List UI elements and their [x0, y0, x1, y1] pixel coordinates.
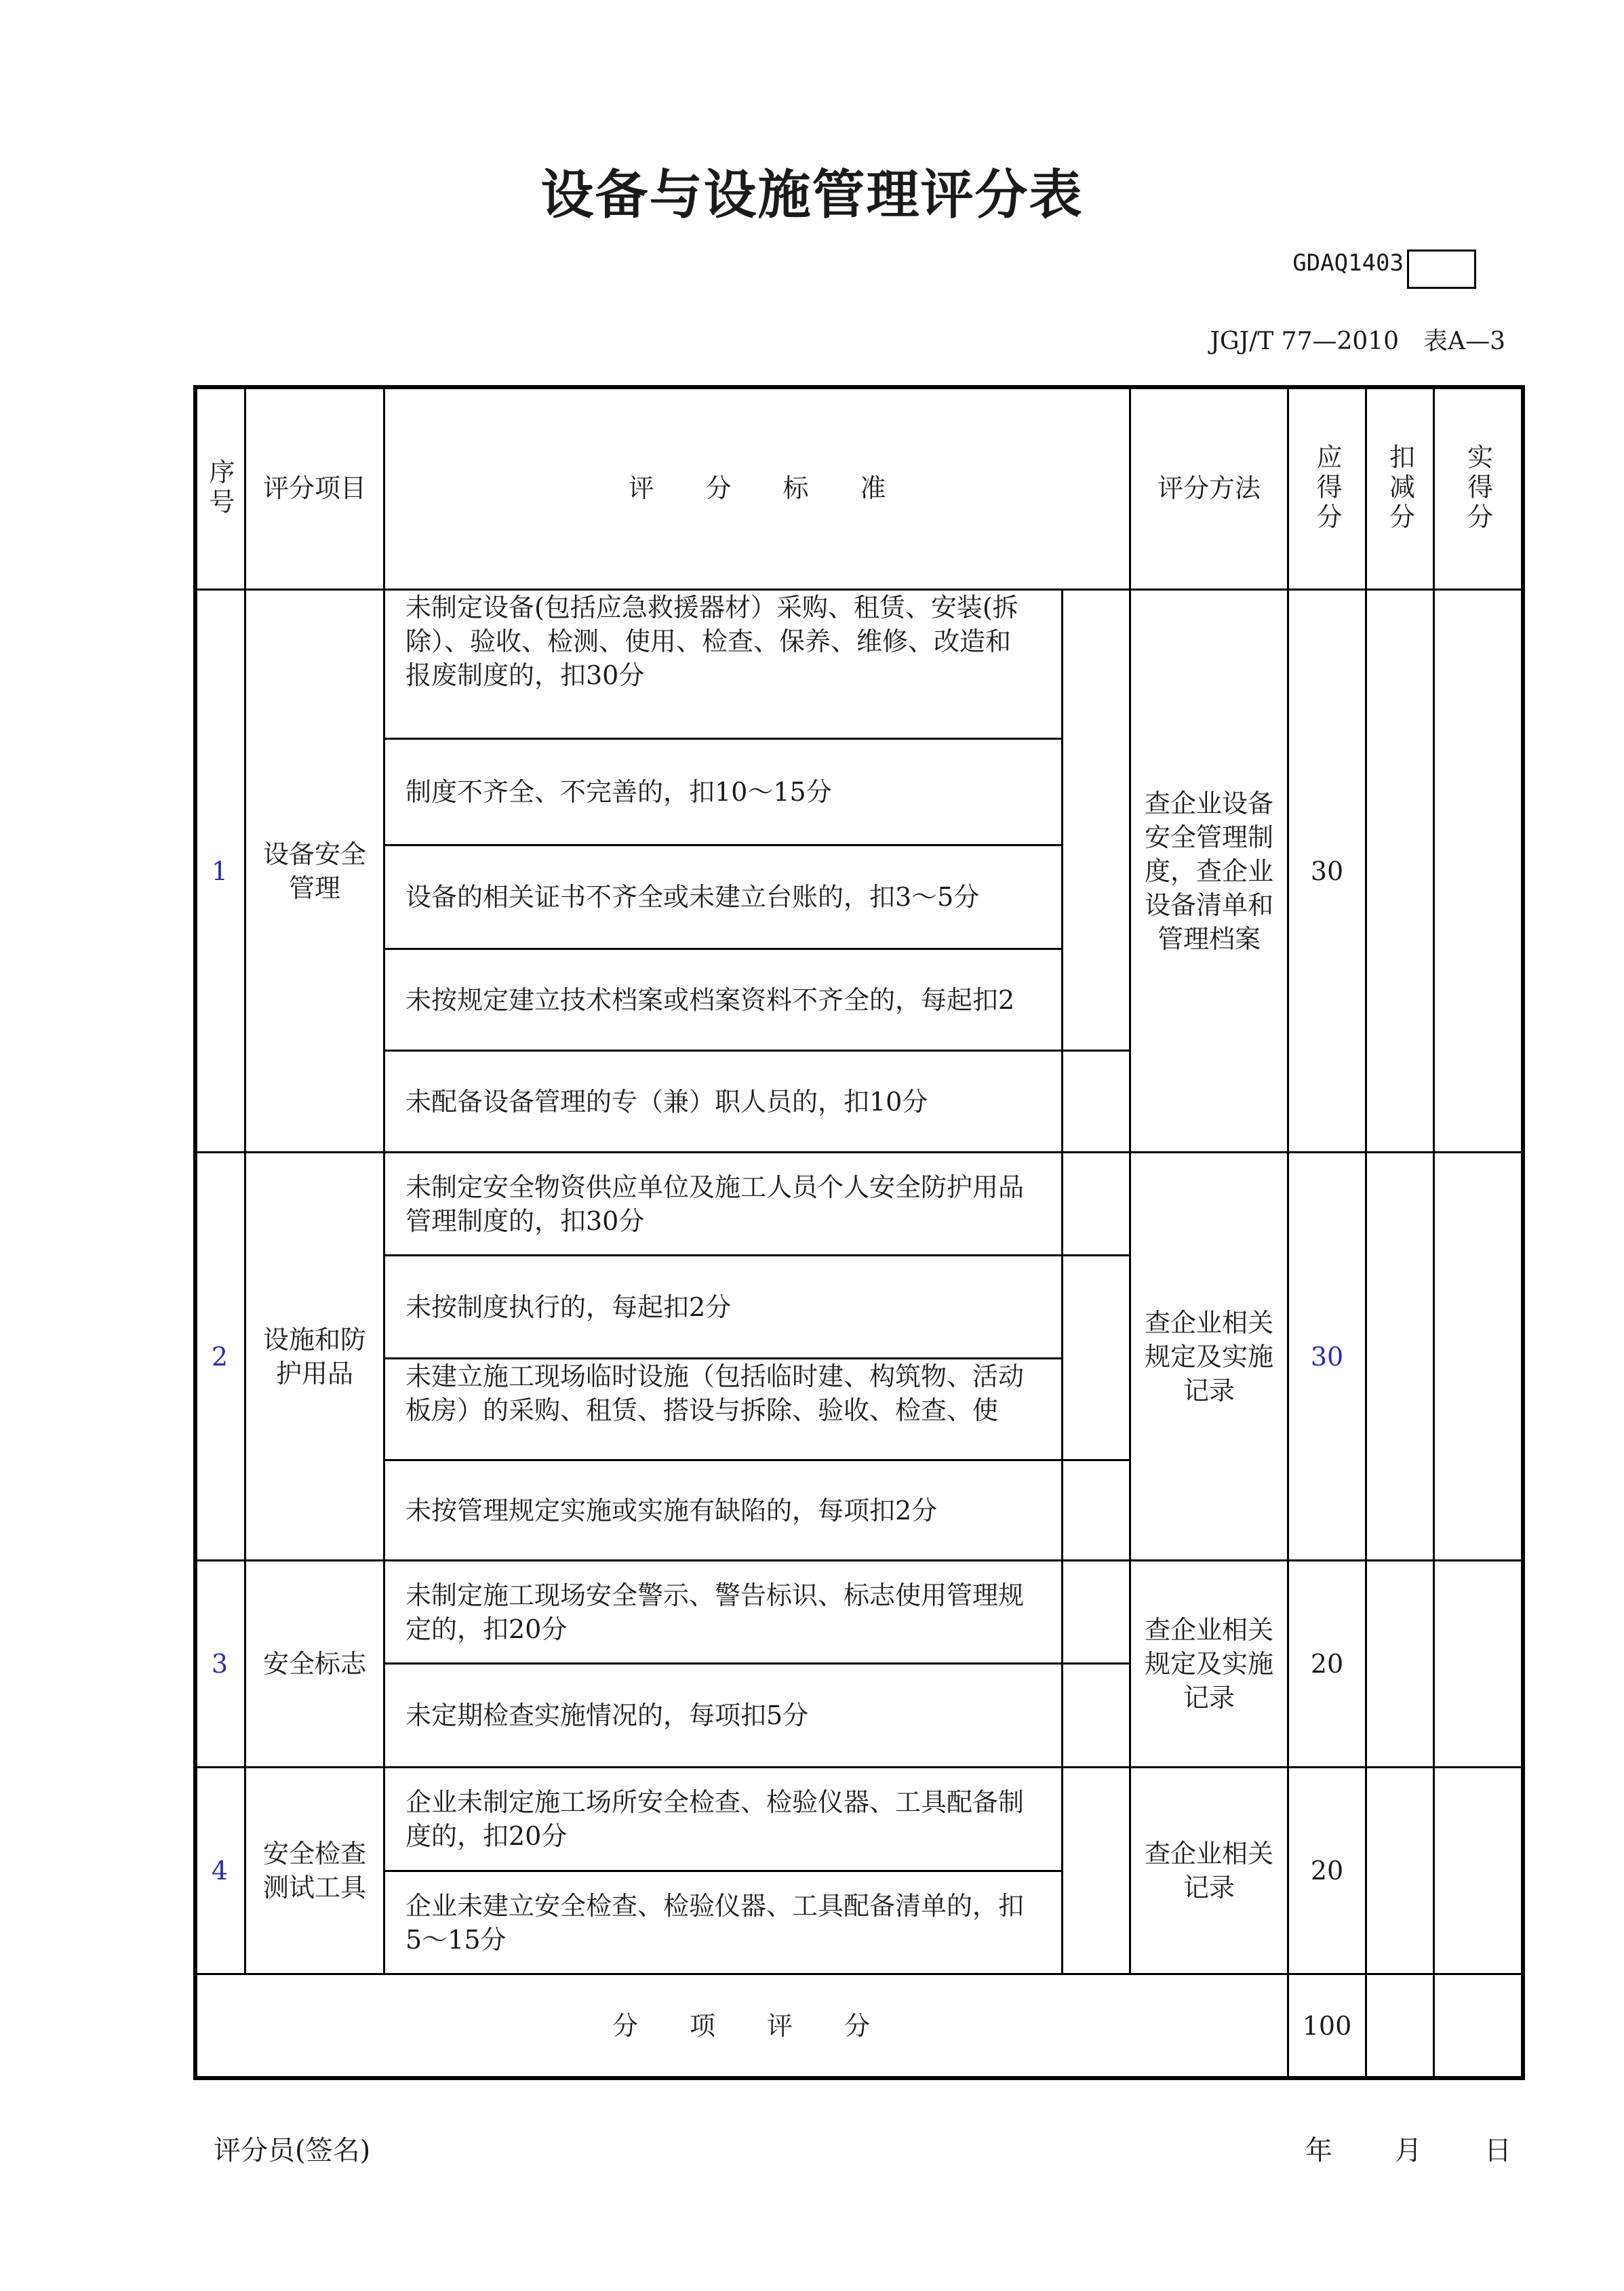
- section-1-actual-input[interactable]: [1435, 591, 1521, 1151]
- section-4-method: 查企业相关记录: [1144, 1839, 1273, 1902]
- section-1-method: 查企业设备安全管理制度，查企业设备清单和管理档案: [1144, 788, 1273, 954]
- section-1-deduct-input[interactable]: [1367, 591, 1433, 1151]
- section-4-deduct-input[interactable]: [1367, 1768, 1433, 1973]
- section-2-criteria-1: 未制定安全物资供应单位及施工人员个人安全防护用品 管理制度的，扣30分: [405, 1172, 1025, 1236]
- standard-reference: JGJ/T 77—2010 表A—3: [1210, 327, 1505, 355]
- subtotal-label: 分 项 评 分: [612, 2010, 870, 2041]
- header-criteria: 评 分 标 准: [628, 473, 886, 503]
- section-4-criteria-1: 企业未制定施工场所安全检查、检验仪器、工具配备制 度的，扣20分: [405, 1787, 1025, 1851]
- section-1-criteria-5: 未配备设备管理的专（兼）职人员的，扣10分: [405, 1086, 928, 1117]
- section-3-actual-input[interactable]: [1435, 1561, 1521, 1766]
- section-3-item: 安全标志: [262, 1649, 366, 1679]
- section-4-item: 安全检查测试工具: [262, 1839, 366, 1902]
- section-3-should-score: 20: [1310, 1649, 1344, 1679]
- section-3-deduct-input[interactable]: [1367, 1561, 1433, 1766]
- section-3-criteria-1: 未制定施工现场安全警示、警告标识、标志使用管理规 定的，扣20分: [405, 1580, 1025, 1644]
- subtotal-should-score: 100: [1302, 2010, 1352, 2041]
- subtotal-actual-input[interactable]: [1435, 1975, 1521, 2076]
- section-2-method: 查企业相关规定及实施记录: [1144, 1307, 1273, 1406]
- section-2-actual-input[interactable]: [1435, 1153, 1521, 1559]
- header-deduct: 扣减分: [1385, 443, 1415, 533]
- section-1-no: 1: [211, 856, 229, 886]
- table-border-bottom: [193, 2076, 1525, 2080]
- section-1-criteria-3: 设备的相关证书不齐全或未建立台账的，扣3～5分: [405, 882, 980, 912]
- section-4-actual-input[interactable]: [1435, 1768, 1521, 1973]
- header-should-score: 应得分: [1312, 443, 1342, 533]
- table-border-right: [1521, 385, 1525, 2080]
- section-2-no: 2: [211, 1341, 229, 1372]
- section-1-criteria-4: 未按规定建立技术档案或档案资料不齐全的，每起扣2: [405, 984, 1015, 1015]
- scorer-signature-label: 评分员(签名): [214, 2135, 371, 2166]
- section-2-should-score: 30: [1310, 1341, 1344, 1372]
- header-no: 序号: [205, 458, 235, 518]
- section-1-item: 设备安全管理: [262, 839, 366, 903]
- section-4-no: 4: [211, 1856, 229, 1886]
- subtotal-deduct-input[interactable]: [1367, 1975, 1433, 2076]
- form-code: GDAQ1403: [1292, 250, 1404, 277]
- section-1-criteria-2: 制度不齐全、不完善的，扣10～15分: [405, 777, 832, 807]
- section-1-criteria-1: 未制定设备(包括应急救援器材）采购、租赁、安装(拆 除）、验收、检测、使用、检查、保养、维修、改造和 报废制度的，扣30分: [405, 593, 1018, 690]
- section-3-criteria-2: 未定期检查实施情况的，每项扣5分: [405, 1700, 809, 1730]
- section-4-criteria-2: 企业未建立安全检查、检验仪器、工具配备清单的，扣 5～15分: [405, 1890, 1025, 1955]
- page-title: 设备与设施管理评分表: [540, 165, 1084, 226]
- header-actual: 实得分: [1463, 443, 1493, 533]
- section-3-method: 查企业相关规定及实施记录: [1144, 1615, 1273, 1713]
- date-label: 年 月 日: [1305, 2135, 1514, 2166]
- form-code-box[interactable]: [1407, 250, 1476, 289]
- section-1-should-score: 30: [1310, 856, 1344, 886]
- section-4-should-score: 20: [1310, 1856, 1344, 1886]
- section-2-criteria-3: 未建立施工现场临时设施（包括临时建、构筑物、活动 板房）的采购、租赁、搭设与拆除、验收、检查、使: [405, 1361, 1025, 1425]
- section-2-deduct-input[interactable]: [1367, 1153, 1433, 1559]
- header-method: 评分方法: [1157, 473, 1261, 503]
- section-3-no: 3: [211, 1649, 229, 1679]
- header-item: 评分项目: [262, 473, 366, 503]
- section-2-item: 设施和防护用品: [262, 1324, 366, 1389]
- section-2-criteria-2: 未按制度执行的，每起扣2分: [405, 1292, 732, 1322]
- section-2-criteria-4: 未按管理规定实施或实施有缺陷的，每项扣2分: [405, 1495, 938, 1526]
